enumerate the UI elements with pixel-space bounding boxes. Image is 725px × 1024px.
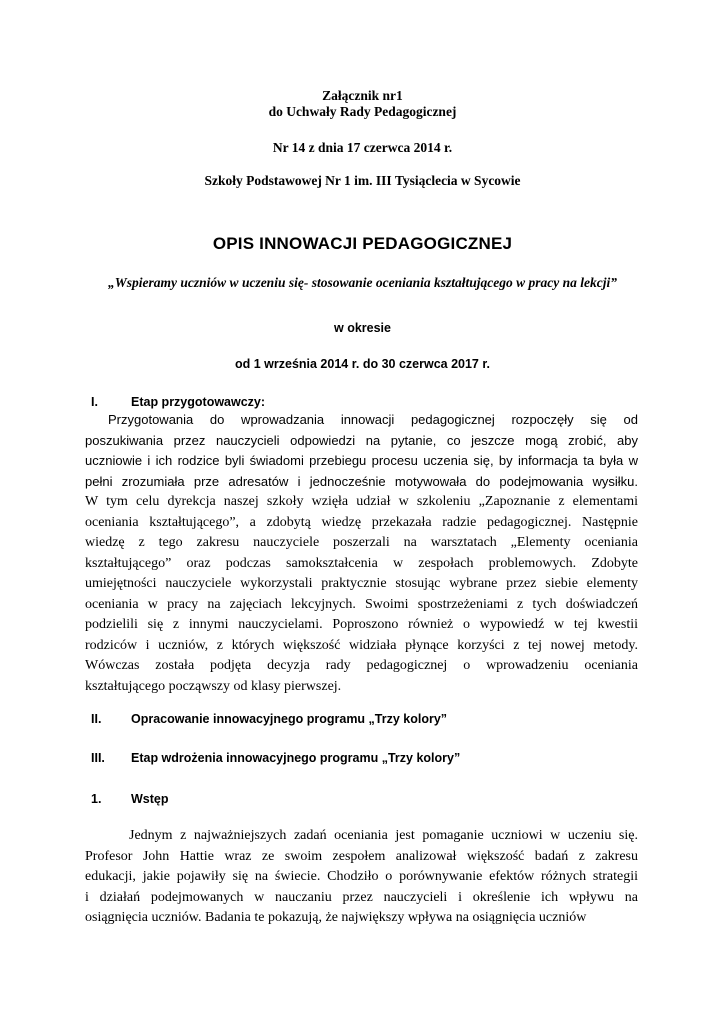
text-line: Przygotowania do wprowadzania innowacji pedagogicznej rozpoczęły się od xyxy=(108,412,638,427)
period-label: w okresie xyxy=(334,321,391,335)
text-line: uczniowie i ich rodzice byli świadomi przebiegu procesu uczenia się, by informacja ta była w xyxy=(85,453,638,468)
text-line: poszukiwania przez nauczycieli odpowiedzi na pytanie, co jeszcze mogą zrobić, aby xyxy=(85,432,638,448)
text-line: wiedzę z tego zakresu nauczyciele poszerzali na warsztatach „Elementy oceniania xyxy=(85,535,638,550)
paragraph-introduction xyxy=(85,826,638,929)
text-line: kształtującego począwszy od klasy pierwszej. xyxy=(85,678,342,694)
paragraph-preparation-intro xyxy=(85,410,638,492)
section-number: III. xyxy=(91,751,105,765)
header-annex-label: Załącznik nr1 xyxy=(322,88,403,103)
text-line: i działań podejmowanych w nauczaniu przez nauczycieli i określenie ich wpływu na xyxy=(85,889,638,905)
header-resolution-number: Nr 14 z dnia 17 czerwca 2014 r. xyxy=(272,140,453,155)
section-title: Wstęp xyxy=(131,792,169,806)
section-title: Etap wdrożenia innowacyjnego programu „Trzy kolory” xyxy=(131,751,461,765)
section-title: Etap przygotowawczy: xyxy=(131,395,266,409)
text-line: pełni zrozumiała prze adresatów i jednocześnie motywowała do podejmowania wysiłku. xyxy=(85,473,638,489)
text-line: Wówczas została podjęta decyzja rady pedagogicznej o wprowadzeniu oceniania xyxy=(85,658,638,673)
text-line: umiejętności nauczyciele wykorzystali praktycznie stosując wybrane przez siebie elementy xyxy=(85,576,638,591)
header-school-name: Szkoły Podstawowej Nr 1 im. III Tysiąclecia w Sycowie xyxy=(204,173,521,188)
text-line: W tym celu dyrekcja naszej szkoły wzięła udział w szkoleniu „Zapoznanie z elementami xyxy=(85,494,638,509)
text-line: osiągnięcia uczniów. Badania te pokazują, że największy wpływa na osiągnięcia uczniów xyxy=(85,910,587,925)
period-dates: od 1 września 2014 r. do 30 czerwca 2017 r. xyxy=(234,357,490,371)
text-line: podzielili się z innymi nauczycielami. Poproszono również o wypowiedź w tej kwestii xyxy=(85,617,638,632)
document-title: OPIS INNOWACJI PEDAGOGICZNEJ xyxy=(212,234,513,253)
text-line: kształtującego” oraz podczas samokształcenia w zespołach problemowych. Zdobyte xyxy=(85,555,638,571)
section-title: Opracowanie innowacyjnego programu „Trzy kolory” xyxy=(131,712,448,726)
text-line: oceniania w pracy na zajęciach lekcyjnych. Swoimi spostrzeżeniami z tych doświadczeń xyxy=(85,596,638,612)
paragraph-preparation-body xyxy=(85,492,638,697)
text-line: Jednym z najważniejszych zadań oceniania jest pomaganie uczniowi w uczeniu się. xyxy=(129,828,638,843)
text-line: rodziców i uczniów, z których większość widziała płynące korzyści z tej nowej metody. xyxy=(85,637,638,653)
text-line: Profesor John Hattie wraz ze swoim zespołem analizował większość badań z zakresu xyxy=(85,848,638,864)
text-line: oceniania kształtującego”, a zdobytą wiedzę przekazała radzie pedagogicznej. Następnie xyxy=(85,514,638,530)
section-number: 1. xyxy=(91,792,102,806)
section-number: II. xyxy=(91,712,102,726)
document-subtitle: „Wspieramy uczniów w uczeniu się- stosowanie oceniania kształtującego w pracy na lekcji” xyxy=(108,275,617,290)
text-line: edukacji, jakie pojawiły się na świecie. Chodziło o porównywanie efektów różnych strategii xyxy=(85,869,638,884)
header-resolution-label: do Uchwały Rady Pedagogicznej xyxy=(268,104,457,119)
section-number: I. xyxy=(91,395,98,409)
